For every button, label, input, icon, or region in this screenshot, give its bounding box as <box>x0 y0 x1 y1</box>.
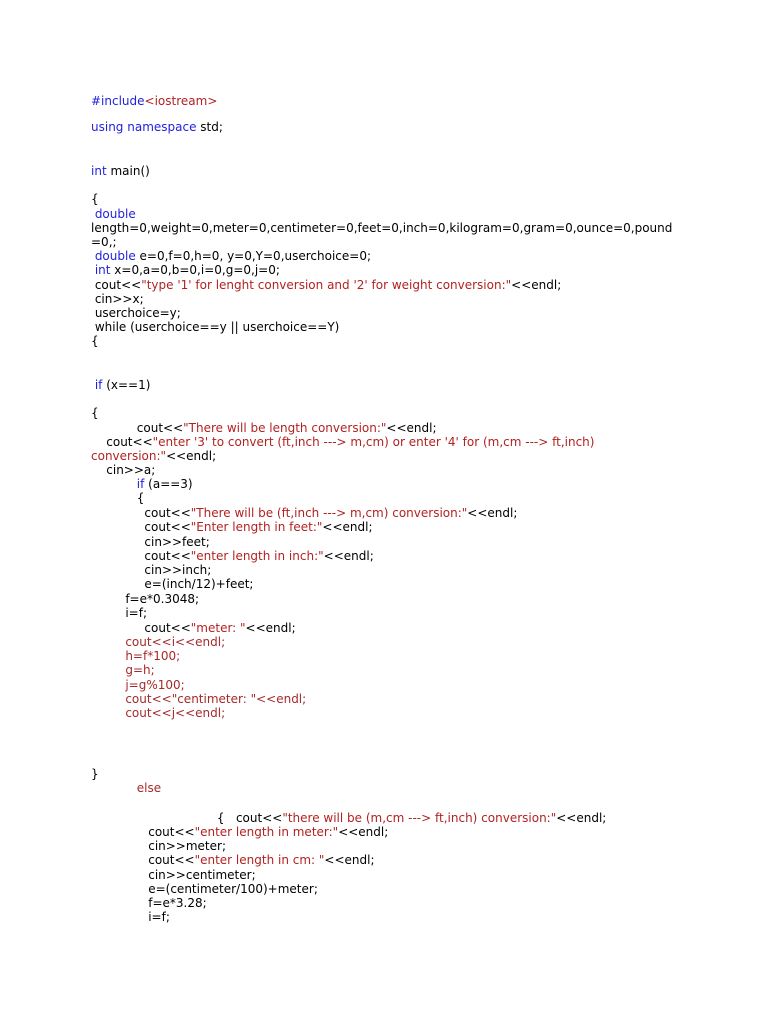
code-token: userchoice=y; <box>91 306 181 320</box>
code-token: <<endl; <box>338 825 389 839</box>
code-token: e=(inch/12)+feet; <box>91 577 254 591</box>
code-line <box>91 120 223 134</box>
code-token: if <box>91 378 107 392</box>
code-line <box>91 649 180 663</box>
code-line <box>91 635 225 649</box>
code-token: "enter length in cm: " <box>194 853 325 867</box>
code-token: <<endl; <box>323 549 374 563</box>
code-line <box>91 535 210 549</box>
code-token: cout<< <box>91 520 191 534</box>
code-token: cout<< <box>91 506 191 520</box>
code-token: double <box>91 249 140 263</box>
code-line <box>91 207 136 221</box>
code-line <box>91 306 181 320</box>
code-token: "meter: " <box>190 621 246 635</box>
code-token: cout<<j<<endl; <box>91 706 226 720</box>
code-token: x=0,a=0,b=0,i=0,g=0,j=0; <box>114 263 280 277</box>
code-token: if <box>91 477 149 491</box>
code-token: e=(centimeter/100)+meter; <box>91 882 318 896</box>
code-token: conversion:" <box>91 449 167 463</box>
code-line <box>91 621 296 635</box>
code-token: "type '1' for lenght conversion and '2' for weight conversion:" <box>141 278 512 292</box>
code-token: (x==1) <box>106 378 151 392</box>
code-line <box>91 692 306 706</box>
code-line <box>91 868 256 882</box>
code-line <box>91 249 371 263</box>
code-token: using namespace <box>91 120 201 134</box>
code-line <box>91 882 318 896</box>
code-token: cout<< <box>91 825 195 839</box>
code-token: "Enter length in feet:" <box>190 520 323 534</box>
code-token: e=0,f=0,h=0, y=0,Y=0,userchoice=0; <box>139 249 372 263</box>
code-line <box>91 706 225 720</box>
code-token: j=g%100; <box>91 678 185 692</box>
code-line <box>91 235 117 249</box>
code-token: cin>>inch; <box>91 563 212 577</box>
code-token: else <box>91 781 162 795</box>
code-token: cin>>feet; <box>91 535 210 549</box>
code-line <box>91 781 161 795</box>
code-token: "enter '3' to convert (ft,inch ---> m,cm) or enter '4' for (m,cm ---> ft,inch) <box>152 435 595 449</box>
code-line <box>91 811 606 825</box>
code-line <box>91 378 150 392</box>
code-token: { <box>91 406 99 420</box>
code-token: i=f; <box>91 910 170 924</box>
code-line <box>91 506 517 520</box>
code-token: { <box>91 334 99 348</box>
code-line <box>91 678 185 692</box>
code-token: { <box>91 491 145 505</box>
code-token: cout<< <box>91 549 191 563</box>
code-line <box>91 839 226 853</box>
code-line <box>91 263 280 277</box>
code-token: (a==3) <box>148 477 193 491</box>
code-line <box>91 320 339 334</box>
code-token: int <box>91 164 111 178</box>
code-line <box>91 520 372 534</box>
code-line <box>91 549 374 563</box>
code-token: cout<<i<<endl; <box>91 635 226 649</box>
code-line <box>91 491 144 505</box>
code-token: cout<< <box>91 421 184 435</box>
code-token: "There will be length conversion:" <box>183 421 387 435</box>
code-token: cout<< <box>91 278 142 292</box>
code-token: <<endl; <box>166 449 217 463</box>
code-token: } <box>91 767 99 781</box>
code-token: <<endl; <box>467 506 518 520</box>
code-line <box>91 910 170 924</box>
code-token: f=e*3.28; <box>91 896 207 910</box>
code-line <box>91 164 150 178</box>
code-token: <<endl; <box>322 520 373 534</box>
code-token: f=e*0.3048; <box>91 592 200 606</box>
code-token: #include <box>91 94 145 108</box>
code-token: h=f*100; <box>91 649 181 663</box>
code-token: while (userchoice==y || userchoice==Y) <box>91 320 340 334</box>
code-token: { <box>91 192 99 206</box>
code-line <box>91 563 211 577</box>
code-line <box>91 292 144 306</box>
code-token: cout<<"centimeter: "<<endl; <box>91 692 307 706</box>
code-line <box>91 825 388 839</box>
code-line <box>91 853 375 867</box>
code-line <box>91 477 193 491</box>
code-token: "there will be (m,cm ---> ft,inch) conversion:" <box>282 811 557 825</box>
code-token: int <box>91 263 115 277</box>
code-token: <<endl; <box>556 811 607 825</box>
code-line <box>91 896 207 910</box>
code-token: cin>>centimeter; <box>91 868 256 882</box>
code-line <box>91 406 99 420</box>
code-line <box>91 449 216 463</box>
code-line <box>91 192 99 206</box>
code-token: <<endl; <box>511 278 562 292</box>
code-token: i=f; <box>91 606 147 620</box>
code-token: <<endl; <box>324 853 375 867</box>
code-line <box>91 94 217 108</box>
code-line <box>91 606 147 620</box>
code-line <box>91 278 561 292</box>
code-token: g=h; <box>91 663 155 677</box>
code-line <box>91 592 199 606</box>
code-line <box>91 767 99 781</box>
code-token: double <box>91 207 136 221</box>
code-line <box>91 663 155 677</box>
code-token: std; <box>200 120 223 134</box>
code-line <box>91 463 155 477</box>
code-token: <<endl; <box>245 621 296 635</box>
code-token: main() <box>110 164 150 178</box>
code-token: "There will be (ft,inch ---> m,cm) conversion:" <box>190 506 468 520</box>
code-token: cin>>meter; <box>91 839 226 853</box>
code-line <box>91 435 594 449</box>
code-token: cin>>x; <box>91 292 144 306</box>
code-token: cin>>a; <box>91 463 156 477</box>
code-line <box>91 221 672 235</box>
code-token: "enter length in inch:" <box>190 549 324 563</box>
code-token: <<endl; <box>386 421 437 435</box>
code-line <box>91 577 253 591</box>
code-token: cout<< <box>91 621 191 635</box>
code-token: cout<< <box>91 853 195 867</box>
code-line <box>91 421 437 435</box>
code-token: <iostream> <box>144 94 218 108</box>
code-token: =0,; <box>91 235 117 249</box>
code-line <box>91 334 99 348</box>
code-token: "enter length in meter:" <box>194 825 339 839</box>
code-token: { cout<< <box>91 811 283 825</box>
code-token: cout<< <box>91 435 153 449</box>
code-token: length=0,weight=0,meter=0,centimeter=0,feet=0,inch=0,kilogram=0,gram=0,ounce=0,pound <box>91 221 673 235</box>
